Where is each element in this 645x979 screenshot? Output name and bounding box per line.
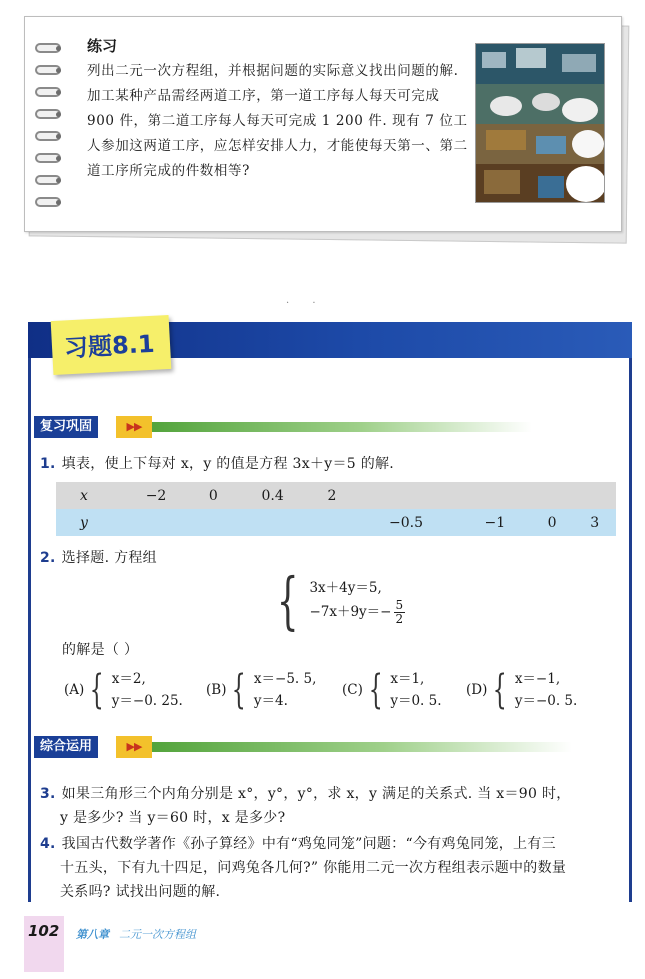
chapter-label: 第八章 <box>76 928 109 941</box>
table-cell <box>531 482 574 509</box>
double-arrow-icon: ▶▶ <box>116 736 152 758</box>
double-arrow-icon: ▶▶ <box>116 416 152 438</box>
question-4-line3: 关系吗? 试找出问题的解. <box>60 884 221 900</box>
factory-photo <box>475 43 605 203</box>
option-a[interactable] <box>64 668 183 712</box>
exercise-title-tag <box>51 315 172 375</box>
option-c[interactable] <box>342 668 442 712</box>
fraction-denominator: 2 <box>395 611 404 626</box>
table-cell <box>459 482 531 509</box>
question-1-text: 填表，使上下每对 x，y 的值是方程 3x＋y＝5 的解. <box>61 456 395 472</box>
equation-1: 3x＋4y＝5, <box>309 579 382 596</box>
question-2-text: 选择题. 方程组 <box>61 550 157 566</box>
exercise-title: 习题8.1 <box>63 329 156 363</box>
ring-icon <box>35 197 61 207</box>
chapter-title: 二元一次方程组 <box>119 928 196 941</box>
option-d-label: (D) <box>466 682 488 698</box>
table-cell: −0.5 <box>353 509 459 536</box>
table-cell <box>573 482 616 509</box>
table-cell <box>120 509 192 536</box>
question-4-line2: 十五头，下有九十四足，问鸡兔各几何?” 你能用二元一次方程组表示题中的数量 <box>60 860 567 876</box>
practice-problem: 加工某种产品需经两道工序，第一道工序每人每天可完成 900 件，第二道工序每人每天可完成 1 200 件. 现有 7 位工人参加这两道工序，应怎样安排人力，才能使每天第一、第二道工序所完成的件数相等? <box>87 88 468 179</box>
table-cell <box>192 509 235 536</box>
option-c-line2: y＝0. 5. <box>390 693 442 709</box>
option-d-line2: y＝−0. 5. <box>514 693 578 709</box>
ring-icon <box>35 153 61 163</box>
brace-icon: { <box>493 667 508 713</box>
brace-icon: { <box>276 564 299 637</box>
chapter-footer <box>76 926 196 942</box>
brace-icon: { <box>368 667 383 713</box>
question-4-line1: 我国古代数学著作《孙子算经》中有“鸡兔同笼”问题：“今有鸡兔同笼，上有三 <box>61 836 556 852</box>
table-row-y <box>56 509 616 536</box>
table-cell: y <box>56 509 120 536</box>
table-cell <box>311 509 354 536</box>
question-1-number: 1. <box>40 456 56 472</box>
table-cell: 0.4 <box>235 482 311 509</box>
practice-card <box>24 16 622 232</box>
brace-icon: { <box>232 667 247 713</box>
ring-icon <box>35 175 61 185</box>
ring-icon <box>35 109 61 119</box>
ring-icon <box>35 65 61 75</box>
ring-icon <box>35 131 61 141</box>
solution-prompt: 的解是（ ） <box>62 642 139 658</box>
option-c-line1: x＝1, <box>390 671 425 687</box>
option-d[interactable] <box>466 668 577 712</box>
table-cell: −2 <box>120 482 192 509</box>
divider-dots: · · <box>286 298 326 309</box>
option-a-line2: y＝−0. 25. <box>111 693 183 709</box>
section-review-bar <box>152 422 532 432</box>
option-b-label: (B) <box>206 682 227 698</box>
option-d-line1: x＝−1, <box>514 671 561 687</box>
section-review-label: 复习巩固 <box>34 416 98 438</box>
section-apply-label: 综合运用 <box>34 736 98 758</box>
fraction <box>394 599 406 626</box>
option-b[interactable] <box>206 668 316 712</box>
option-b-line1: x＝−5. 5, <box>253 671 317 687</box>
question-3 <box>40 782 630 830</box>
equation-2-left: −7x＋9y＝− <box>309 603 392 620</box>
option-a-label: (A) <box>64 682 85 698</box>
ring-icon <box>35 87 61 97</box>
question-2-number: 2. <box>40 550 56 566</box>
option-b-line2: y＝4. <box>253 693 288 709</box>
question-1 <box>40 452 394 476</box>
table-row-x <box>56 482 616 509</box>
fraction-numerator: 5 <box>395 597 404 612</box>
question-3-line1: 如果三角形三个内角分别是 x°，y°，y°，求 x，y 满足的关系式. 当 x＝90 时， <box>61 786 571 802</box>
table-cell: 3 <box>573 509 616 536</box>
question-2 <box>40 546 157 570</box>
brace-icon: { <box>90 667 105 713</box>
table-cell: 2 <box>311 482 354 509</box>
spiral-binding <box>35 43 61 223</box>
option-c-label: (C) <box>342 682 363 698</box>
equation-lines <box>309 577 405 626</box>
section-apply-bar <box>152 742 572 752</box>
ring-icon <box>35 43 61 53</box>
solution-table <box>56 482 616 536</box>
table-cell: 0 <box>192 482 235 509</box>
practice-title: 练习 <box>87 37 118 55</box>
table-cell: −1 <box>459 509 531 536</box>
table-cell: 0 <box>531 509 574 536</box>
equation-2 <box>309 599 405 626</box>
question-4 <box>40 832 630 904</box>
table-cell: x <box>56 482 120 509</box>
page-number: 102 <box>28 922 60 940</box>
question-3-line2: y 是多少? 当 y＝60 时，x 是多少? <box>60 810 286 826</box>
table-cell <box>235 509 311 536</box>
question-4-number: 4. <box>40 836 56 852</box>
practice-text <box>87 59 471 184</box>
practice-intro: 列出二元一次方程组，并根据问题的实际意义找出问题的解. <box>87 63 459 79</box>
table-cell <box>353 482 459 509</box>
option-a-line1: x＝2, <box>111 671 146 687</box>
question-3-number: 3. <box>40 786 56 802</box>
equation-system <box>268 564 405 637</box>
